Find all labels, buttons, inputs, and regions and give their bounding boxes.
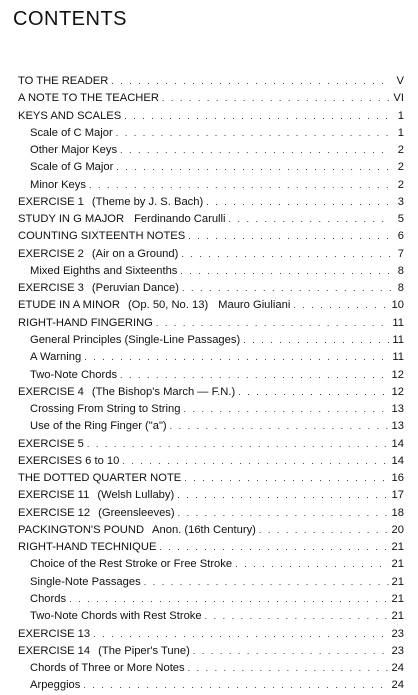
toc-entry [18, 211, 404, 228]
toc-entry-title: EXERCISE 12 [18, 506, 91, 519]
toc-entry-title: Minor Keys [30, 178, 86, 191]
dot-leader [229, 211, 391, 228]
toc-entry-label [18, 349, 81, 366]
dot-leader [144, 574, 389, 591]
toc-page-number: 13 [391, 420, 404, 433]
toc-entry [18, 246, 404, 263]
toc-entry-label [18, 194, 203, 211]
toc-entry-title: Choice of the Rest Stroke or Free Stroke [30, 558, 233, 571]
dot-leader [183, 401, 388, 418]
toc-entry-subtitle: (Air on a Ground) [91, 247, 179, 260]
toc-entry-subtitle: (Theme by J. S. Bach) [91, 195, 204, 208]
toc-entry-label [18, 125, 113, 142]
toc-entry-label [18, 487, 174, 504]
toc-page-number: 20 [391, 523, 404, 536]
toc-entry-subtitle: (Peruvian Dance) [91, 282, 179, 295]
dot-leader [181, 246, 391, 263]
toc-page-number: 16 [391, 472, 404, 485]
toc-entry-title: Scale of C Major [30, 126, 113, 139]
toc-entry [18, 263, 404, 280]
toc-entry [18, 177, 404, 194]
dot-leader [170, 418, 389, 435]
toc-entry [18, 505, 404, 522]
dot-leader [259, 522, 389, 539]
toc-page-number: 21 [391, 575, 404, 588]
toc-entry [18, 73, 404, 90]
toc-page-number: V [396, 75, 404, 87]
toc-entry-title: Two-Note Chords [30, 368, 118, 381]
toc-entry-label [18, 211, 226, 228]
dot-leader [180, 263, 391, 280]
toc-page-number: 21 [391, 558, 404, 571]
toc-entry-title: A Warning [30, 351, 82, 364]
toc-entry-title: Use of the Ring Finger ("a") [30, 420, 167, 433]
toc-entry-title: EXERCISE 11 [18, 489, 90, 502]
toc-entry-label [18, 332, 240, 349]
toc-page-number: 23 [391, 627, 404, 640]
toc-entry-label [18, 367, 117, 384]
toc-page-number: 24 [391, 662, 404, 675]
toc-entry [18, 125, 404, 142]
toc-entry [18, 315, 404, 332]
toc-entry-label [18, 263, 177, 280]
toc-page-number: 23 [391, 644, 404, 657]
toc-entry [18, 539, 404, 556]
dot-leader [159, 539, 388, 556]
toc-entry-label [18, 246, 178, 263]
dot-leader [89, 177, 391, 194]
toc-entry [18, 677, 404, 694]
toc-entry-label [18, 177, 86, 194]
toc-entry [18, 332, 404, 349]
toc-entry-label [18, 228, 185, 245]
toc-page-number: 7 [397, 247, 404, 260]
toc-page-number: 8 [397, 264, 404, 277]
toc-entry [18, 470, 404, 487]
toc-page-number: 21 [391, 541, 404, 554]
dot-leader [188, 228, 391, 245]
toc-entry-title: COUNTING SIXTEENTH NOTES [18, 230, 186, 243]
toc-entry-label [18, 90, 159, 107]
toc-entry-label [18, 470, 181, 487]
toc-entry [18, 660, 404, 677]
toc-entry-title: EXERCISE 1 [18, 195, 84, 208]
toc-entry [18, 418, 404, 435]
toc-page-number: 2 [397, 144, 404, 157]
toc-page-number: 24 [391, 679, 404, 692]
toc-entry-label [18, 384, 235, 401]
dot-leader [184, 470, 388, 487]
toc-entry [18, 159, 404, 176]
toc-entry-label [18, 626, 90, 643]
toc-page-number: 18 [391, 506, 404, 519]
toc-entry-title: KEYS AND SCALES [18, 109, 122, 122]
toc-entry-title: ETUDE IN A MINOR [18, 299, 120, 312]
toc-entry [18, 626, 404, 643]
toc-entry [18, 522, 404, 539]
toc-entry [18, 142, 404, 159]
toc-entry-label [18, 436, 84, 453]
dot-leader [193, 643, 389, 660]
toc-entry-title: EXERCISE 3 [18, 282, 84, 295]
toc-entry-title: Mixed Eighths and Sixteenths [30, 264, 178, 277]
toc-entry-label [18, 280, 179, 297]
toc-entry-title: Arpeggios [30, 679, 81, 692]
toc-entry-title: Other Major Keys [30, 144, 118, 157]
toc-entry-composer: Ferdinando Carulli [134, 213, 226, 226]
toc-page-number: 12 [391, 368, 404, 381]
dot-leader [293, 297, 388, 314]
dot-leader [178, 505, 389, 522]
dot-leader [120, 142, 391, 159]
toc-entry [18, 384, 404, 401]
table-of-contents [18, 73, 404, 695]
dot-leader [111, 73, 391, 90]
toc-entry-label [18, 453, 119, 470]
toc-entry-label [18, 297, 290, 314]
dot-leader [156, 315, 390, 332]
dot-leader [177, 487, 388, 504]
toc-page-number: 8 [397, 282, 404, 295]
toc-entry [18, 297, 404, 314]
toc-entry-title: EXERCISE 4 [18, 385, 84, 398]
toc-entry-label [18, 108, 121, 125]
toc-entry [18, 608, 404, 625]
toc-entry-label [18, 159, 113, 176]
dot-leader [162, 90, 391, 107]
toc-entry [18, 453, 404, 470]
dot-leader [188, 660, 389, 677]
toc-entry-title: TO THE READER [18, 75, 109, 87]
dot-leader [243, 332, 389, 349]
dot-leader [182, 280, 391, 297]
toc-entry-title: A NOTE TO THE TEACHER [18, 92, 159, 105]
toc-entry-title: PACKINGTON'S POUND [18, 523, 145, 536]
toc-entry [18, 643, 404, 660]
toc-entry-label [18, 539, 156, 556]
toc-entry [18, 280, 404, 297]
toc-entry-label [18, 660, 185, 677]
toc-page-number: 1 [397, 109, 404, 122]
toc-entry-label [18, 401, 180, 418]
toc-entry [18, 367, 404, 384]
toc-page-number: 11 [392, 351, 404, 364]
toc-entry-label [18, 608, 202, 625]
toc-entry-subtitle: (Op. 50, No. 13) [127, 299, 209, 312]
toc-entry-label [18, 556, 232, 573]
toc-entry-title: EXERCISE 2 [18, 247, 84, 260]
dot-leader [116, 125, 391, 142]
toc-entry-title: EXERCISE 14 [18, 644, 91, 657]
toc-page-number: 17 [391, 489, 404, 502]
toc-entry [18, 487, 404, 504]
toc-entry-title: Crossing From String to String [30, 403, 181, 416]
toc-entry-subtitle: (Welsh Lullaby) [97, 489, 175, 502]
dot-leader [93, 626, 388, 643]
toc-page-number: 14 [391, 454, 404, 467]
toc-entry-subtitle: Anon. (16th Century) [152, 523, 256, 536]
dot-leader [238, 384, 388, 401]
toc-entry-title: Chords of Three or More Notes [30, 662, 185, 675]
toc-entry-title: Chords [30, 592, 67, 605]
toc-entry-label [18, 677, 80, 694]
toc-entry-subtitle: (Greensleeves) [98, 506, 175, 519]
toc-entry-title: General Principles (Single-Line Passages) [30, 333, 241, 346]
dot-leader [116, 159, 391, 176]
dot-leader [87, 436, 389, 453]
toc-entry-subtitle: (The Bishop's March — F.N.) [91, 385, 236, 398]
toc-page-number: 11 [392, 316, 404, 329]
toc-page-number: 5 [397, 213, 404, 226]
toc-entry-label [18, 574, 141, 591]
toc-entry-title: RIGHT-HAND FINGERING [18, 316, 153, 329]
toc-page-number: 2 [397, 178, 404, 191]
toc-entry-title: EXERCISES 6 to 10 [18, 454, 120, 467]
toc-entry-title: STUDY IN G MAJOR [18, 213, 125, 226]
toc-entry-label [18, 643, 190, 660]
toc-page-number: 11 [392, 333, 404, 346]
toc-page-number: 3 [397, 195, 404, 208]
dot-leader [235, 556, 388, 573]
toc-entry-label [18, 142, 117, 159]
toc-page-number: 1 [397, 126, 404, 139]
toc-entry-title: Scale of G Major [30, 161, 114, 174]
toc-entry [18, 556, 404, 573]
toc-entry [18, 194, 404, 211]
dot-leader [83, 677, 388, 694]
toc-entry-title: Single-Note Passages [30, 575, 141, 588]
toc-page-number: 10 [391, 299, 404, 312]
toc-entry-composer: Mauro Giuliani [218, 299, 291, 312]
toc-page-number: 2 [397, 161, 404, 174]
toc-page-number: 14 [391, 437, 404, 450]
toc-entry [18, 90, 404, 107]
toc-entry [18, 108, 404, 125]
toc-page-number: 12 [391, 385, 404, 398]
toc-page-number: 21 [391, 610, 404, 623]
toc-entry [18, 574, 404, 591]
toc-entry-label [18, 73, 108, 90]
dot-leader [84, 349, 389, 366]
toc-page-number: VI [393, 92, 404, 105]
toc-entry-label [18, 522, 256, 539]
toc-entry [18, 401, 404, 418]
toc-entry-title: EXERCISE 13 [18, 627, 91, 640]
dot-leader [205, 608, 389, 625]
toc-page-number: 13 [391, 403, 404, 416]
toc-entry-label [18, 505, 175, 522]
dot-leader [122, 453, 388, 470]
dot-leader [124, 108, 391, 125]
toc-page-number: 6 [397, 230, 404, 243]
toc-page-number: 21 [391, 592, 404, 605]
toc-entry [18, 349, 404, 366]
dot-leader [120, 367, 389, 384]
toc-entry-subtitle: (The Piper's Tune) [98, 644, 190, 657]
toc-entry [18, 228, 404, 245]
toc-entry [18, 436, 404, 453]
toc-entry-label [18, 315, 153, 332]
toc-entry-title: THE DOTTED QUARTER NOTE [18, 472, 182, 485]
page-title: CONTENTS [13, 8, 127, 30]
dot-leader [206, 194, 391, 211]
toc-entry-title: Two-Note Chords with Rest Stroke [30, 610, 202, 623]
toc-entry-title: RIGHT-HAND TECHNIQUE [18, 541, 157, 554]
toc-entry-label [18, 418, 167, 435]
toc-entry-title: EXERCISE 5 [18, 437, 84, 450]
